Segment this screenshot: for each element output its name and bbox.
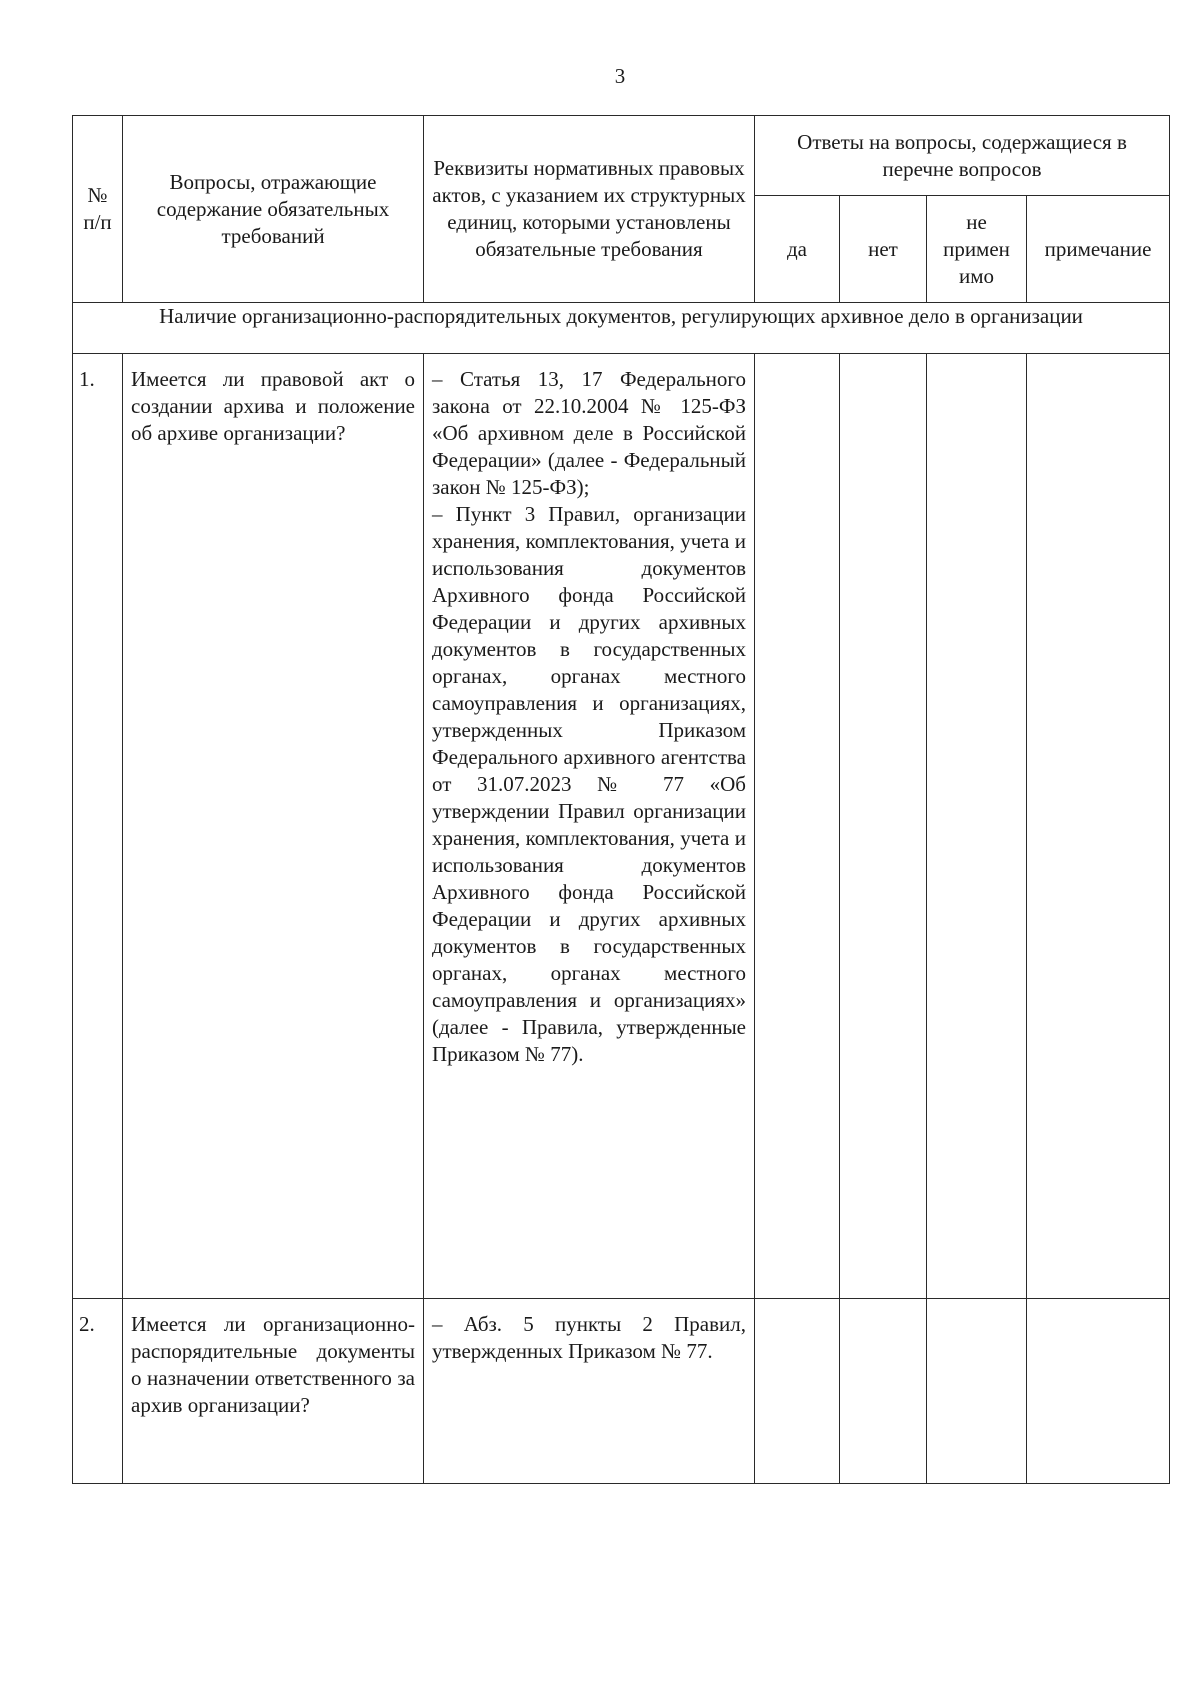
answer-note-cell[interactable] bbox=[1027, 1299, 1170, 1484]
header-not-applicable: не примен имо bbox=[927, 196, 1027, 303]
requisite-item: – Статья 13, 17 Федерального закона от 22.10.2004 № 125-ФЗ «Об архивном деле в Российской Федерации» (далее - Федеральный закон № 125-ФЗ); bbox=[432, 367, 746, 499]
page-number: 3 bbox=[614, 64, 626, 88]
answer-yes-cell[interactable] bbox=[755, 1299, 840, 1484]
header-question: Вопросы, отражающие содержание обязательных требований bbox=[123, 116, 424, 303]
header-answers-group: Ответы на вопросы, содержащиеся в перечне вопросов bbox=[755, 116, 1170, 196]
table-row bbox=[73, 1299, 1170, 1484]
requisite-item: – Абз. 5 пункты 2 Правил, утвержденных Приказом № 77. bbox=[432, 1312, 746, 1363]
question-text: Имеется ли правовой акт о создании архива и положение об архиве организации? bbox=[131, 367, 415, 445]
question-text: Имеется ли организационно-распорядительные документы о назначении ответственного за архив организации? bbox=[131, 1312, 415, 1417]
answer-not-applicable-cell[interactable] bbox=[927, 1299, 1027, 1484]
table-row bbox=[73, 354, 1170, 1299]
header-num: № п/п bbox=[73, 116, 123, 303]
header-row-1 bbox=[73, 116, 1170, 196]
answer-no-cell[interactable] bbox=[840, 354, 927, 1299]
answer-yes-cell[interactable] bbox=[755, 354, 840, 1299]
section-title: Наличие организационно-распорядительных документов, регулирующих архивное дело в организации bbox=[73, 303, 1170, 354]
question-cell bbox=[123, 354, 424, 1299]
row-number: 1. bbox=[73, 354, 123, 1299]
header-requisites: Реквизиты нормативных правовых актов, с указанием их структурных единиц, которыми установлены обязательные требования bbox=[424, 116, 755, 303]
answer-note-cell[interactable] bbox=[1027, 354, 1170, 1299]
header-note: примечание bbox=[1027, 196, 1170, 303]
answer-no-cell[interactable] bbox=[840, 1299, 927, 1484]
answer-not-applicable-cell[interactable] bbox=[927, 354, 1027, 1299]
section-row bbox=[73, 303, 1170, 354]
header-no: нет bbox=[840, 196, 927, 303]
question-cell bbox=[123, 1299, 424, 1484]
header-yes: да bbox=[755, 196, 840, 303]
checklist-table bbox=[72, 115, 1170, 1484]
requisite-item: – Пункт 3 Правил, организации хранения, комплектования, учета и использования документов Архивного фонда Российской Федерации и других архивных документов в государственных органах, органах местного самоуправления и организациях, утвержденных Приказом Федерального архивного агентства от 31.07.2023 № 77 «Об утверждении Правил организации хранения, комплектования, учета и использования документов Архивного фонда Российской Федерации и других архивных документов в государственных органах, органах местного самоуправления и организациях» (далее - Правила, утвержденные Приказом № 77). bbox=[432, 502, 746, 1066]
requisites-cell bbox=[424, 354, 755, 1299]
requisites-cell bbox=[424, 1299, 755, 1484]
row-number: 2. bbox=[73, 1299, 123, 1484]
